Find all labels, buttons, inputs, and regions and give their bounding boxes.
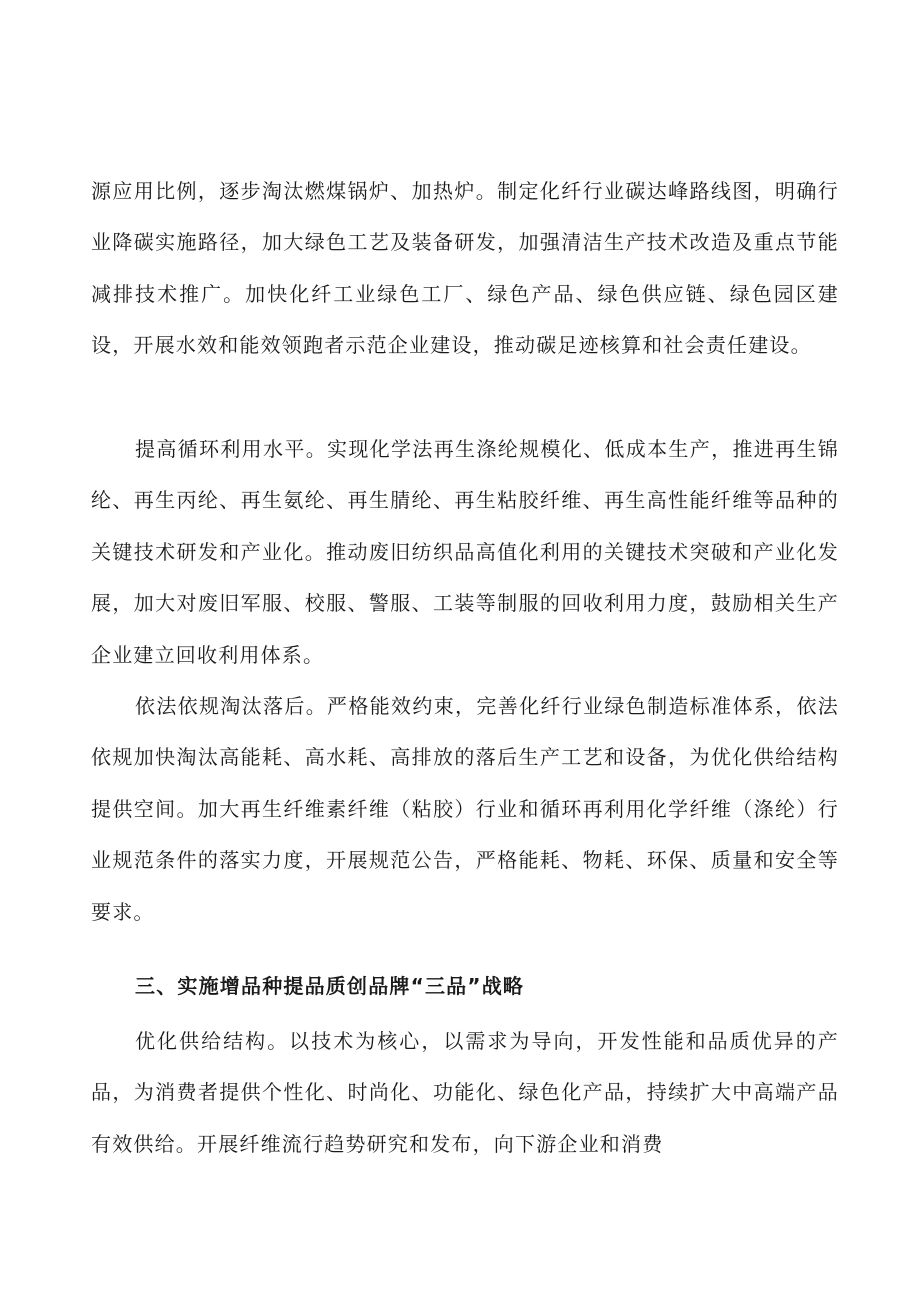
- paragraph-recycling: 提高循环利用水平。实现化学法再生涤纶规模化、低成本生产，推进再生锦纶、再生丙纶、再生氨纶、再生腈纶、再生粘胶纤维、再生高性能纤维等品种的关键技术研发和产业化。推动废旧纺织品高值化利用的关键技术突破和产业化发展，加大对废旧军服、校服、警服、工装等制服的回收利用力度，鼓励相关生产企业建立回收利用体系。: [91, 437, 839, 667]
- section-heading: 三、实施增品种提品质创品牌“三品”战略: [135, 974, 525, 998]
- paragraph-carbon-peak: 源应用比例，逐步淘汰燃煤锅炉、加热炉。制定化纤行业碳达峰路线图，明确行业降碳实施路径，加大绿色工艺及装备研发，加强清洁生产技术改造及重点节能减排技术推广。加快化纤工业绿色工厂、绿色产品、绿色供应链、绿色园区建设，开展水效和能效领跑者示范企业建设，推动碳足迹核算和社会责任建设。: [91, 179, 839, 358]
- paragraph-supply-structure: 优化供给结构。以技术为核心，以需求为导向，开发性能和品质优异的产品，为消费者提供个性化、时尚化、功能化、绿色化产品，持续扩大中高端产品有效供给。开展纤维流行趋势研究和发布，向下游企业和消费: [91, 1029, 839, 1156]
- paragraph-eliminate-outdated: 依法依规淘汰落后。严格能效约束，完善化纤行业绿色制造标准体系，依法依规加快淘汰高能耗、高水耗、高排放的落后生产工艺和设备，为优化供给结构提供空间。加大再生纤维素纤维（粘胶）行业和循环再利用化学纤维（涤纶）行业规范条件的落实力度，开展规范公告，严格能耗、物耗、环保、质量和安全等要求。: [91, 694, 839, 924]
